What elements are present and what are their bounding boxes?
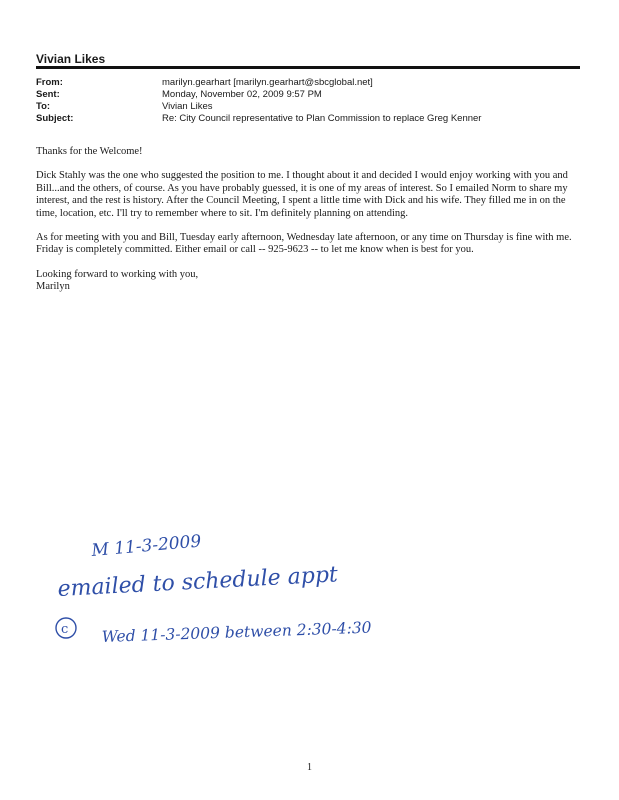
sender-name: Vivian Likes	[36, 52, 106, 66]
header-value: Re: City Council representative to Plan Commission to replace Greg Kenner	[162, 113, 482, 124]
header-value: marilyn.gearhart [marilyn.gearhart@sbcglobal.net]	[162, 77, 373, 88]
header-label: Subject:	[36, 113, 74, 124]
header-value: Monday, November 02, 2009 9:57 PM	[162, 89, 322, 100]
greeting: Thanks for the Welcome!	[36, 146, 143, 157]
header-value: Vivian Likes	[162, 101, 213, 112]
handwritten-date: M 11-3-2009	[90, 531, 203, 561]
body-paragraph: As for meeting with you and Bill, Tuesday early afternoon, Wednesday late afternoon, or any time on Thursday is fine with me. Friday is completely committed. Either email or call -- 925-9623 -- to let me know when is best for you.	[36, 232, 572, 256]
handwritten-note-line: Wed 11-3-2009 between 2:30-4:30	[101, 618, 372, 646]
svg-text:c: c	[61, 622, 69, 637]
header-label: From:	[36, 77, 63, 88]
signature: Marilyn	[36, 281, 70, 293]
body-paragraph: Dick Stahly was the one who suggested the position to me. I thought about it and decided I would enjoy working with you and Bill...and the others, of course. As you have probably guessed, it is one of my areas of interest. So I emailed Norm to share my interest, and the rest is history. After the Council Meeting, I spent a little time with Dick and his wife. They filled me in on the time, location, etc. I'll try to remember where to sit. I'm definitely planning on attending.	[36, 170, 568, 219]
header-label: Sent:	[36, 89, 60, 100]
header-label: To:	[36, 101, 51, 112]
handwritten-note-line: emailed to schedule appt	[57, 562, 339, 602]
page-number: 1	[307, 762, 312, 773]
closing: Looking forward to working with you,	[36, 268, 199, 280]
